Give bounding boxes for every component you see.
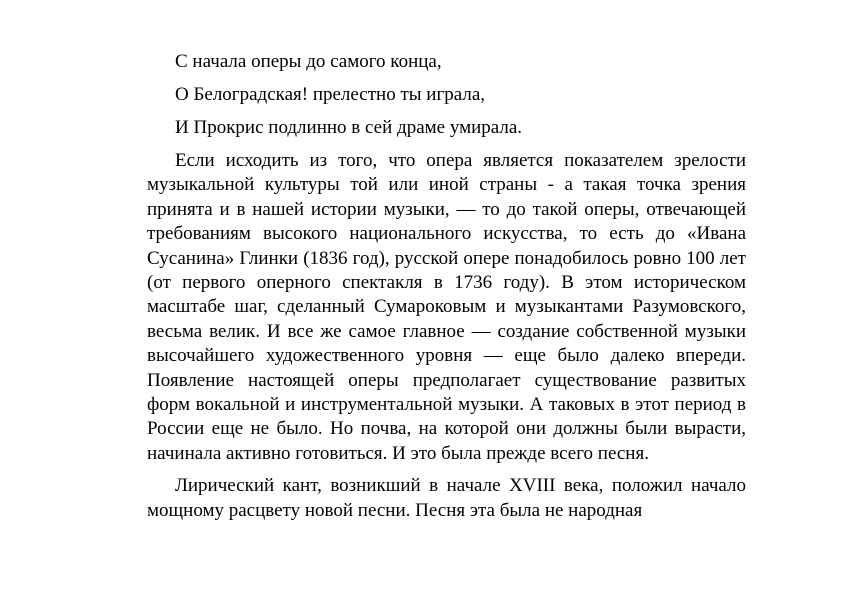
verse-line-1: С начала оперы до самого конца, [175, 51, 442, 72]
document-page [147, 50, 746, 523]
paragraph-lyrical-kant: Лирический кант, возникший в начале XVIII века, положил начало мощному расцвету новой песни. Песня эта была не народная [147, 475, 746, 521]
verse-line-3: И Прокрис подлинно в сей драме умирала. [175, 117, 523, 138]
verse-line-2: О Белоградская! прелестно ты играла, [175, 84, 486, 105]
paragraph-opera-history: Если исходить из того, что опера является показателем зрелости музыкальной культуры той или иной страны - а такая точка зрения принята и в нашей истории музыки, — то до такой оперы, отвечающей требованиям высокого национального искусства, то есть до «Ивана Сусанина» Глинки (1836 год), русской опере понадобилось ровно 100 лет (от первого оперного спектакля в 1736 году). В этом историческом масштабе шаг, сделанный Сумароковым и музыкантами Разумовского, весьма велик. И все же самое главное — создание собственной музыки высочайшего художественного уровня — еще было далеко впереди. Появление настоящей оперы предполагает существование развитых форм вокальной и инструментальной музыки. А таковых в этот период в России еще не было. Но почва, на которой они должны были вырасти, начинала активно готовиться. И это была прежде всего песня. [147, 150, 746, 464]
poem-verse [147, 50, 746, 140]
